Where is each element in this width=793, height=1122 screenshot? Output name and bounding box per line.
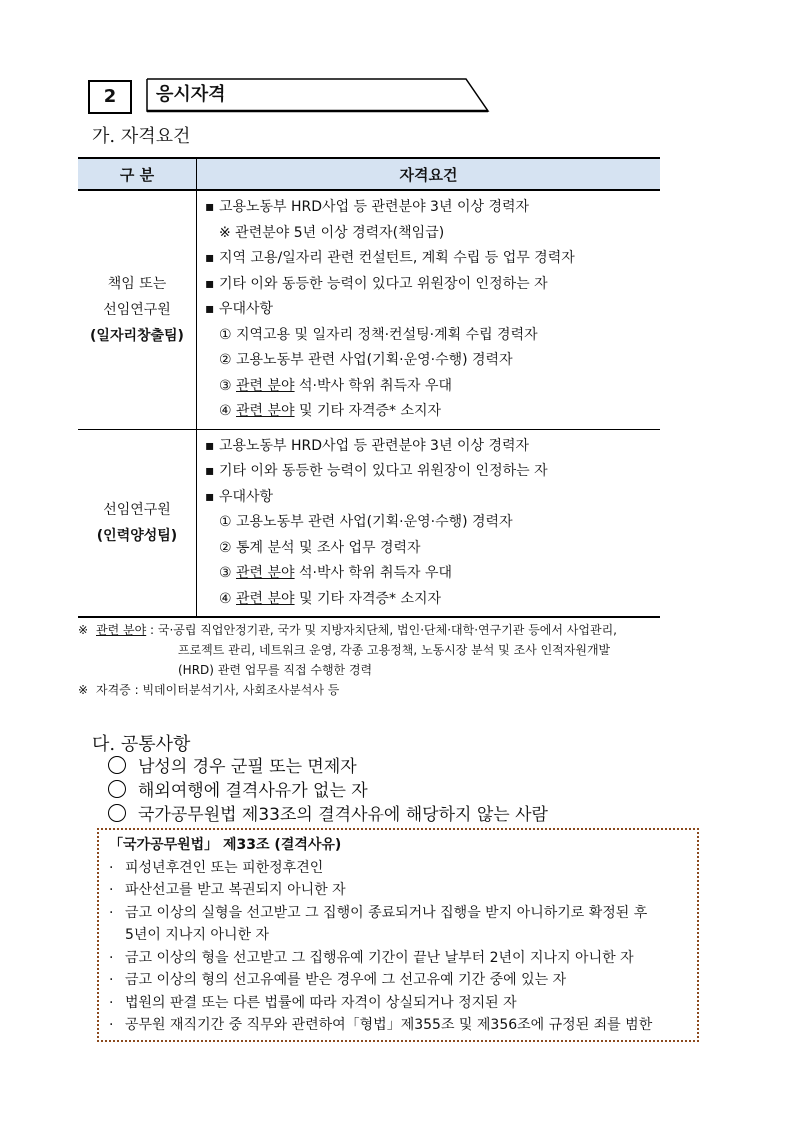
- law-item: [109, 1014, 687, 1037]
- field-underline: 관련 분야: [236, 565, 295, 581]
- note-item: [78, 680, 738, 700]
- law-item-text: 5년이 지나지 아니한 자: [125, 927, 269, 943]
- circle-bullet-icon: [108, 780, 126, 798]
- role-cell: [78, 429, 197, 617]
- bullet-dot: ·: [109, 882, 114, 898]
- bullet-dot: ·: [109, 949, 114, 966]
- table-header-row: [78, 158, 660, 190]
- common-item-text: 국가공무원법 제33조의 결격사유에 해당하지 않는 사람: [138, 805, 548, 825]
- table-row: [78, 190, 660, 429]
- requirement-item: ▪ 지역 고용/일자리 관련 컨설턴트, 계획 수립 등 업무 경력자: [205, 250, 575, 266]
- requirements-table: [78, 157, 660, 618]
- common-item: [108, 776, 368, 801]
- field-underline: 관련 분야: [236, 403, 295, 419]
- common-item-text: 해외여행에 결격사유가 없는 자: [138, 781, 368, 801]
- bullet-dot: ·: [109, 972, 114, 988]
- law-item-text: 금고 이상의 형을 선고받고 그 집행유예 기간이 끝난 날부터 2년이 지나지 아니한 자: [125, 949, 634, 966]
- sub-heading-a: 가. 자격요건: [92, 126, 191, 147]
- preference-text: 및 기타 자격증* 소지자: [294, 590, 442, 607]
- preference-text: 및 기타 자격증* 소지자: [294, 403, 442, 419]
- section-title-box: [146, 77, 490, 113]
- section-number: 2: [88, 80, 132, 114]
- table-header-requirements: 자격요건: [197, 158, 661, 190]
- role-label: 책임 또는: [107, 275, 167, 292]
- law-item-text: 금고 이상의 형의 선고유예를 받은 경우에 그 선고유예 기간 중에 있는 자: [125, 972, 567, 988]
- law-item: [109, 879, 687, 902]
- requirement-note: ※ 관련분야 5년 이상 경력자(책임급): [219, 224, 445, 241]
- preference-item: ② 통계 분석 및 조사 업무 경력자: [219, 539, 421, 556]
- sub-heading-c: 다. 공통사항: [92, 734, 191, 755]
- bullet-dot: ·: [109, 994, 114, 1011]
- law-item-continuation: [109, 924, 687, 947]
- note-item: [78, 620, 738, 640]
- preference-item: [205, 399, 660, 425]
- preference-item: ① 지역고용 및 일자리 정책·컨설팅·계획 수립 경력자: [219, 326, 538, 343]
- requirement-item: ▪ 기타 이와 동등한 능력이 있다고 위원장이 인정하는 자: [205, 275, 548, 292]
- preference-text: 석·박사 학위 취득자 우대: [294, 377, 453, 394]
- note-text: (HRD) 관련 업무를 직접 수행한 경력: [178, 663, 373, 677]
- common-item: [108, 752, 357, 777]
- requirement-item: ▪ 우대사항: [205, 301, 274, 317]
- table-row: [78, 429, 660, 617]
- law-item-text: 피성년후견인 또는 피한정후견인: [125, 859, 324, 876]
- circle-bullet-icon: [108, 756, 126, 774]
- team-label: (일자리창출팀): [90, 327, 184, 344]
- table-notes: [78, 620, 738, 700]
- note-mark: ※: [78, 683, 89, 697]
- requirement-item: ▪ 기타 이와 동등한 능력이 있다고 위원장이 인정하는 자: [205, 463, 548, 479]
- preference-num: ③: [219, 565, 237, 581]
- field-underline: 관련 분야: [236, 590, 295, 607]
- law-item: [109, 992, 687, 1015]
- bullet-dot: ·: [109, 1017, 114, 1033]
- requirement-item: ▪ 고용노동부 HRD사업 등 관련분야 3년 이상 경력자: [205, 437, 530, 454]
- role-label: 선임연구원: [103, 501, 171, 518]
- team-label: (인력양성팀): [96, 527, 178, 544]
- common-item: [108, 800, 548, 825]
- requirements-cell: [197, 429, 661, 617]
- law-item-text: 파산선고를 받고 복권되지 아니한 자: [125, 882, 346, 898]
- preference-item: [205, 561, 660, 587]
- law-item: [109, 969, 687, 992]
- note-mark: ※: [78, 623, 89, 637]
- circle-bullet-icon: [108, 804, 126, 822]
- law-item-text: 금고 이상의 실형을 선고받고 그 집행이 종료되거나 집행을 받지 아니하기로 확정된 후: [125, 904, 648, 921]
- preference-item: ② 고용노동부 관련 사업(기획·운영·수행) 경력자: [219, 352, 513, 368]
- bullet-dot: ·: [109, 904, 114, 921]
- note-text: 프로젝트 관리, 네트워크 운영, 각종 고용정책, 노동시장 분석 및 조사 인적자원개발: [178, 643, 611, 657]
- requirements-cell: [197, 190, 661, 429]
- field-underline: 관련 분야: [236, 377, 295, 394]
- preference-num: ④: [219, 403, 237, 419]
- section-title: 응시자격: [156, 84, 226, 105]
- law-item: [109, 947, 687, 970]
- note-text: 자격증 : 빅데이터분석기사, 사회조사분석사 등: [96, 683, 340, 697]
- preference-num: ③: [219, 377, 237, 394]
- law-item-text: 법원의 판결 또는 다른 법률에 따라 자격이 상실되거나 정지된 자: [125, 994, 517, 1011]
- note-text: : 국·공립 직업안정기관, 국가 및 지방자치단체, 법인·단체·대학·연구기관 등에서 사업관리,: [146, 623, 617, 637]
- law-item-text: 공무원 재직기간 중 직무와 관련하여「형법」제355조 및 제356조에 규정된 죄를 범한: [125, 1017, 653, 1033]
- preference-item: [205, 374, 660, 400]
- common-item-text: 남성의 경우 군필 또는 면제자: [138, 757, 357, 777]
- requirement-item: ▪ 고용노동부 HRD사업 등 관련분야 3년 이상 경력자: [205, 199, 530, 215]
- requirement-item: ▪ 우대사항: [205, 488, 274, 505]
- law-item: [109, 857, 687, 880]
- note-label: 관련 분야: [96, 623, 147, 637]
- preference-text: 석·박사 학위 취득자 우대: [294, 565, 453, 581]
- table-header-category: 구 분: [78, 158, 197, 190]
- disqualification-box: [97, 828, 699, 1042]
- preference-num: ④: [219, 590, 237, 607]
- law-item: [109, 902, 687, 925]
- law-box-title: 「국가공무원법」 제33조 (결격사유): [109, 837, 342, 853]
- role-label: 선임연구원: [103, 301, 171, 318]
- role-cell: [78, 190, 197, 429]
- preference-item: [205, 587, 660, 613]
- bullet-dot: ·: [109, 859, 114, 876]
- preference-item: ① 고용노동부 관련 사업(기획·운영·수행) 경력자: [219, 514, 513, 530]
